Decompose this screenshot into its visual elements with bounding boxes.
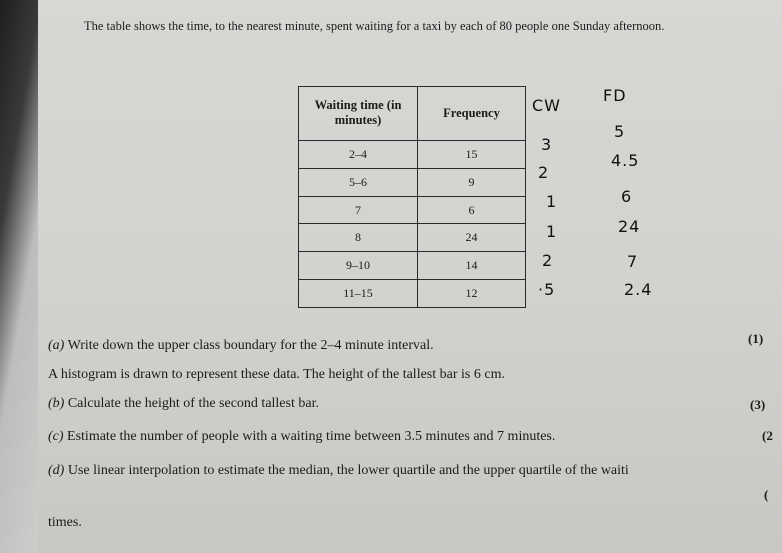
- question-d-continued: [48, 514, 82, 532]
- question-letter: (c): [48, 429, 64, 444]
- question-text: Estimate the number of people with a waiting time between 3.5 minutes and 7 minutes.: [67, 429, 556, 444]
- marks-c: (2: [762, 428, 773, 443]
- cell-time: 9–10: [299, 252, 418, 280]
- cell-frequency: 14: [418, 252, 526, 280]
- handwritten-fd-header: FD: [603, 86, 627, 105]
- question-letter: (d): [48, 463, 65, 478]
- question-c: [48, 428, 555, 446]
- table-header-row: [299, 87, 526, 141]
- table-row: [299, 280, 526, 308]
- table-row: [299, 140, 526, 168]
- question-text: Write down the upper class boundary for the 2–4 minute interval.: [67, 338, 434, 353]
- cell-time: 11–15: [299, 280, 418, 308]
- handwritten-cw-value: 1: [546, 222, 558, 241]
- cell-frequency: 9: [418, 168, 526, 196]
- handwritten-fd-value: 6: [621, 187, 633, 206]
- question-text: Calculate the height of the second tallest bar.: [67, 396, 319, 411]
- handwritten-cw-header: CW: [532, 96, 561, 115]
- table-row: [299, 252, 526, 280]
- question-letter: (a): [48, 338, 65, 353]
- cell-frequency: 12: [418, 280, 526, 308]
- table-row: [299, 168, 526, 196]
- handwritten-cw-value: ·5: [538, 280, 556, 299]
- frequency-table: [298, 86, 526, 308]
- cell-frequency: 6: [418, 196, 526, 224]
- question-b: [48, 395, 319, 413]
- marks-d: (: [764, 487, 769, 502]
- cell-frequency: 24: [418, 224, 526, 252]
- handwritten-cw-value: 2: [538, 163, 550, 182]
- question-d: [48, 462, 629, 480]
- cell-time: 8: [299, 224, 418, 252]
- question-letter: (b): [48, 396, 65, 411]
- handwritten-fd-value: 5: [614, 122, 626, 141]
- handwritten-cw-value: 2: [542, 251, 554, 270]
- marks-b: (3): [750, 397, 766, 412]
- statement-text: A histogram is drawn to represent these data. The height of the tallest bar is 6 cm.: [48, 367, 505, 382]
- question-text: Use linear interpolation to estimate the median, the lower quartile and the upper quartile of the waiti: [67, 463, 629, 478]
- marks-a: (1): [748, 331, 764, 346]
- handwritten-fd-value: 4.5: [611, 151, 640, 170]
- handwritten-fd-value: 7: [627, 252, 639, 271]
- cell-time: 5–6: [299, 168, 418, 196]
- handwritten-fd-value: 24: [618, 217, 641, 236]
- question-text: times.: [48, 515, 82, 530]
- table-row: [299, 224, 526, 252]
- table-row: [299, 196, 526, 224]
- handwritten-cw-value: 1: [546, 192, 558, 211]
- histogram-statement: [48, 366, 505, 384]
- cell-time: 7: [299, 196, 418, 224]
- cell-frequency: 15: [418, 140, 526, 168]
- header-frequency: Frequency: [418, 87, 526, 141]
- intro-text: The table shows the time, to the nearest minute, spent waiting for a taxi by each of 80 people one Sunday afternoon.: [84, 19, 665, 33]
- header-waiting-time: Waiting time (in minutes): [299, 87, 418, 141]
- cell-time: 2–4: [299, 140, 418, 168]
- question-a: [48, 337, 434, 355]
- handwritten-cw-value: 3: [541, 135, 553, 154]
- handwritten-fd-value: 2.4: [624, 280, 653, 299]
